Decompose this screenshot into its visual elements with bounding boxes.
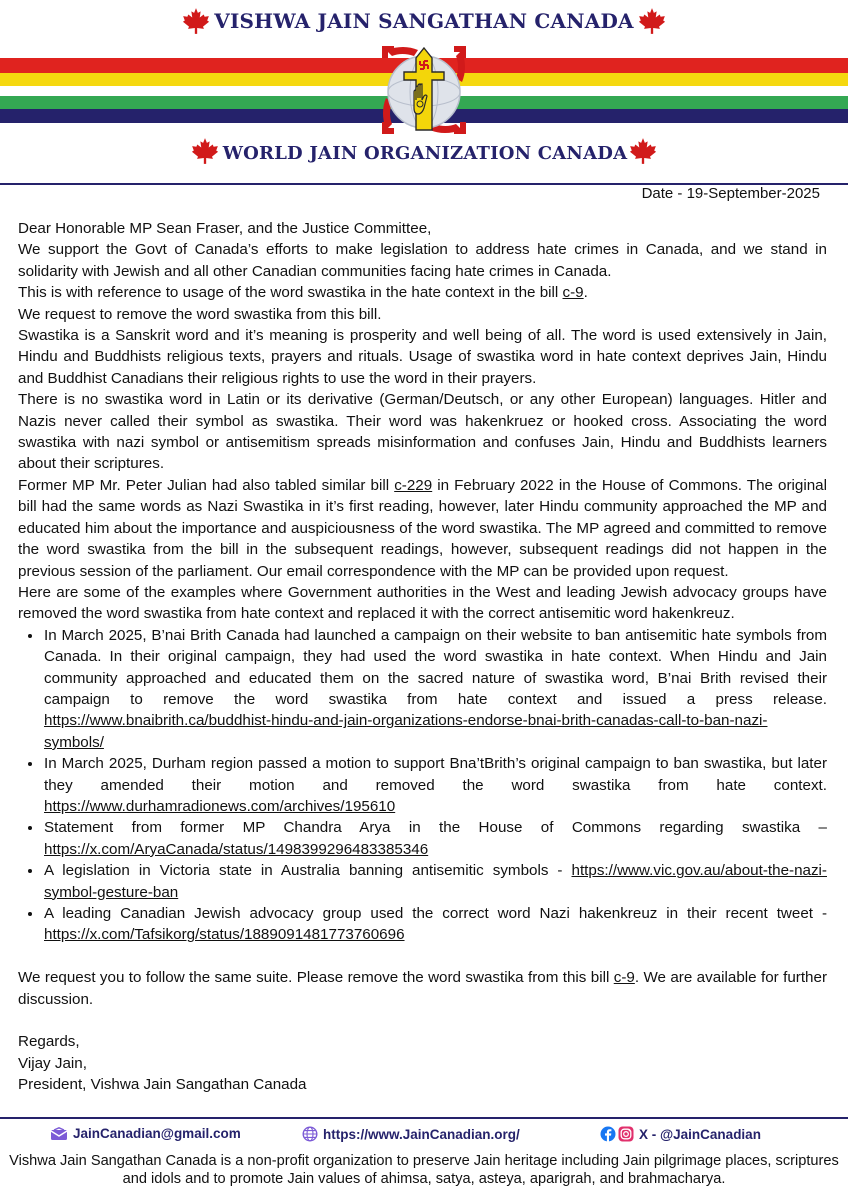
examples-list bbox=[18, 625, 827, 946]
jain-prateek-emblem-icon bbox=[374, 38, 474, 142]
list-item-text: Statement from former MP Chandra Arya in the House of Commons regarding swastika – bbox=[44, 819, 827, 837]
maple-leaf-icon bbox=[638, 7, 666, 35]
closing: Regards, bbox=[18, 1033, 80, 1051]
paragraph-reference bbox=[18, 282, 827, 303]
list-item-link[interactable]: https://www.vic.gov.au/about-the-nazi-symbol-gesture-ban bbox=[44, 862, 827, 901]
facebook-icon[interactable] bbox=[600, 1126, 616, 1142]
paragraph-history bbox=[18, 475, 827, 582]
closing-request-text: We request you to follow the same suite. Please remove the word swastika from this bill bbox=[18, 969, 614, 987]
paragraph-history-text: Former MP Mr. Peter Julian had also tabled similar bill bbox=[18, 476, 395, 494]
org-name-bottom-text: WORLD JAIN ORGANIZATION CANADA bbox=[222, 143, 628, 164]
list-item bbox=[43, 903, 827, 946]
paragraph-meaning: Swastika is a Sanskrit word and it’s meaning is prosperity and well being of all. The word is used extensively in Jain, Hindu and Buddhists religious texts, prayers and rituals. Usage of swastika word in hate context deprives Jain, Hindu and Buddhist Canadians their religious rights to use the word in their prayers. bbox=[18, 327, 827, 387]
list-item-link[interactable]: https://www.bnaibrith.ca/buddhist-hindu-and-jain-organizations-endorse-bnai-brith-canadas-call-to-ban-nazi-symbols/ bbox=[44, 712, 768, 751]
email-text: JainCanadian@gmail.com bbox=[73, 1126, 241, 1141]
envelope-icon bbox=[50, 1127, 68, 1141]
bill-c9-link[interactable]: c-9 bbox=[613, 969, 635, 987]
globe-icon bbox=[302, 1126, 318, 1142]
org-name-bottom bbox=[0, 143, 848, 165]
salutation: Dear Honorable MP Sean Fraser, and the Justice Committee, bbox=[18, 220, 432, 237]
closing-request-end: . We are available for further discussion. bbox=[18, 969, 827, 1008]
paragraph-origin: There is no swastika word in Latin or its derivative (German/Deutsch, or any other European) languages. Hitler and Nazis never called their symbol as swastika. Their word was hakenkruez or hooked cross. Associating the word swastika with nazi symbol or antisemitism spreads misinformation and confuses Jain, Hindu and Buddhists learners about their scriptures. bbox=[18, 391, 827, 473]
list-item-link[interactable]: https://x.com/Tafsikorg/status/1889091481773760696 bbox=[44, 926, 405, 944]
social-contact[interactable] bbox=[600, 1126, 761, 1142]
paragraph-reference-text: This is with reference to usage of the word swastika in the hate context in the bill bbox=[18, 284, 563, 302]
list-item bbox=[43, 753, 827, 817]
maple-leaf-icon bbox=[182, 7, 210, 35]
letterhead bbox=[0, 0, 848, 186]
paragraph-request: We request to remove the word swastika from this bill. bbox=[18, 305, 382, 323]
paragraph-closing-request bbox=[18, 967, 827, 1010]
letter-body bbox=[18, 218, 827, 1096]
paragraph-support: We support the Govt of Canada’s efforts to make legislation to address hate crimes in Canada, and we stand in solidarity with Jewish and all other Canadian communities facing hate crimes in Canada. bbox=[18, 241, 827, 280]
org-name-top bbox=[0, 9, 848, 35]
contact-row bbox=[0, 1126, 848, 1146]
bill-c229-link[interactable]: c-229 bbox=[394, 476, 433, 494]
maple-leaf-icon bbox=[629, 137, 657, 165]
list-item-link[interactable]: https://x.com/AryaCanada/status/1498399296483385346 bbox=[44, 840, 429, 858]
maple-leaf-icon bbox=[191, 137, 219, 165]
letter-date: Date - 19-September-2025 bbox=[641, 185, 820, 202]
signer-title: President, Vishwa Jain Sangathan Canada bbox=[18, 1076, 307, 1094]
list-item-text: In March 2025, B’nai Brith Canada had launched a campaign on their website to ban antisemitic hate symbols from Canada. In their original campaign, they had used the word swastika in hate context. When Hindu and Jain community approached and educated them on the sacred nature of swastika word, B’nai Brith revised their campaign to remove the word swastika from hate context and issued a press release. bbox=[44, 626, 827, 708]
list-item-text: A legislation in Victoria state in Australia banning antisemitic symbols - bbox=[44, 862, 572, 880]
organization-tagline: Vishwa Jain Sangathan Canada is a non-profit organization to preserve Jain heritage including Jain pilgrimage places, scriptures and idols and to promote Jain values of ahimsa, satya, asteya, aparigrah, and brahmacharya. bbox=[9, 1153, 839, 1187]
email-contact[interactable] bbox=[50, 1126, 241, 1141]
website-text: https://www.JainCanadian.org/ bbox=[323, 1126, 520, 1142]
website-contact[interactable] bbox=[302, 1126, 520, 1142]
list-item bbox=[43, 625, 827, 753]
paragraph-reference-end: . bbox=[583, 284, 588, 302]
list-item bbox=[43, 860, 827, 903]
social-handle-text: X - @JainCanadian bbox=[639, 1126, 761, 1142]
signer-name: Vijay Jain, bbox=[18, 1054, 87, 1072]
list-item-link[interactable]: https://www.durhamradionews.com/archives/195610 bbox=[44, 797, 396, 815]
list-item-text: In March 2025, Durham region passed a motion to support Bna’tBrith’s original campaign to ban swastika, but later they amended their motion and removed the word swastika from hate context. bbox=[44, 755, 827, 794]
paragraph-examples: Here are some of the examples where Government authorities in the West and leading Jewish advocacy groups have removed the word swastika from hate context and replaced it with the correct antisemitic word hakenkreuz. bbox=[18, 583, 827, 623]
paragraph-history-rest: in February 2022 in the House of Commons. The original bill had the same words as Nazi Swastika in it’s first reading, however, later Hindu community approached the MP and educated him about the importance and auspiciousness of the word swastika. The MP agreed and committed to remove the word swastika from the bill in the subsequent readings, however, subsequent readings did not happen in the previous session of the parliament. Our email correspondence with the MP can be provided upon request. bbox=[18, 476, 827, 580]
footer-divider bbox=[0, 1117, 848, 1119]
list-item bbox=[43, 817, 827, 860]
list-item-text: A leading Canadian Jewish advocacy group used the correct word Nazi hakenkreuz in their recent tweet - bbox=[44, 905, 827, 922]
instagram-icon[interactable] bbox=[618, 1126, 634, 1142]
org-name-top-text: VISHWA JAIN SANGATHAN CANADA bbox=[214, 9, 634, 33]
spacer bbox=[18, 1010, 827, 1031]
spacer bbox=[18, 946, 827, 967]
bill-c9-link[interactable]: c-9 bbox=[562, 284, 584, 302]
